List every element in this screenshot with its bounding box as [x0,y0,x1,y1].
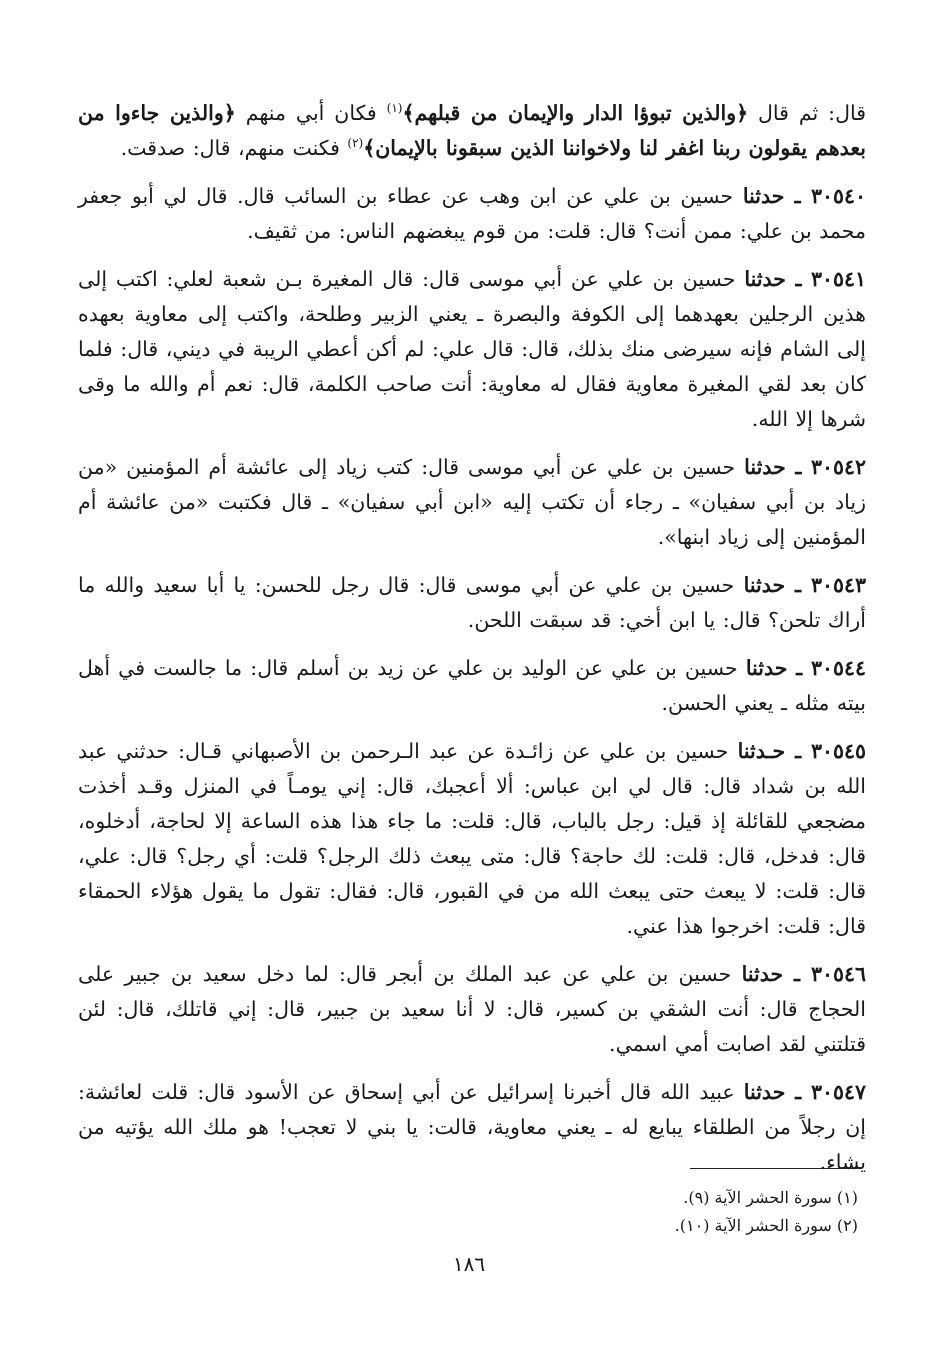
hadith-30547 [78,1075,866,1180]
hadith-number: ٣٠٥٤٦ ـ حدثنا [741,962,867,986]
footnote-2: (٢) سورة الحشر الآية (١٠). [674,1216,858,1235]
intro-text-1: قال: ثم قال [748,101,867,125]
paragraph-intro [78,96,866,166]
quran-quote-2: ﴿والذين جاءوا من بعدهم يقولون ربنا اغفر لنا ولاخواننا الذين سبقونا بالإيمان﴾ [78,101,866,160]
hadith-30546 [78,957,866,1062]
hadith-30543 [78,568,866,638]
hadith-text: حسين بن علي عن الوليد بن علي عن زيد بن أسلم قال: ما جالست في أهل بيته مثله ـ يعني الحسن. [78,656,866,715]
hadith-30542 [78,450,866,555]
hadith-number: ٣٠٥٤٢ ـ حدثنا [744,455,866,479]
quran-quote-1: ﴿والذين تبوؤا الدار والإيمان من قبلهم﴾ [402,101,749,125]
hadith-30545 [78,734,866,944]
hadith-number: ٣٠٥٤٧ ـ حدثنا [743,1080,867,1104]
hadith-number: ٣٠٥٤٤ ـ حدثنا [745,656,866,680]
hadith-30540 [78,179,866,249]
hadith-30541 [78,262,866,437]
footnote-1: (١) سورة الحشر الآية (٩). [683,1188,858,1207]
hadith-text: حسين بن علي عن زائـدة عن عبد الـرحمن بن الأصبهاني قـال: حدثني عبد الله بن شداد قال: قال لي ابن عباس: ألا أعجبك، قال: إني يومـاً في المنزل وقـد أخذت مضجعي للقائلة إذ قيل: رجل بالباب، قال: قلت: ما جاء هذا هذه الساعة إلا لحاجة، أدخلوه، قال: فدخل، قال: قلت: لك حاجة؟ قال: متى يبعث ذلك الرجل؟ قلت: أي رجل؟ قال: علي، قال: قلت: لا يبعث حتى يبعث الله من في القبور، قال: فقال: تقول ما يقول هؤلاء الحمقاء قال: قلت: اخرجوا هذا عني. [78,739,866,938]
hadith-30544 [78,651,866,721]
hadith-text: حسين بن علي عن أبي موسى قال: قال المغيرة بـن شعبة لعلي: اكتب إلى هذين الرجلين بعهدهما إلى الكوفة والبصرة ـ يعني الزبير وطلحة، واكتب إلى معاوية بعهده إلى الشام فإنه سيرضى منك بذلك، قال: قال علي: لم أكن أعطي الريبة في ديني، قال: فلما كان بعد لقي المغيرة معاوية فقال له معاوية: أنت صاحب الكلمة، قال: نعم أم والله ما وقى شرها إلا الله. [78,267,866,431]
footnote-ref-2[interactable]: (٢) [347,136,364,151]
footnotes [80,1184,858,1240]
hadith-number: ٣٠٥٤٠ ـ حدثنا [742,184,866,208]
footnote-ref-1[interactable]: (١) [386,101,403,116]
hadith-number: ٣٠٥٤٥ ـ حـدثنا [737,739,866,763]
intro-text-2: فكان أبي منهم [235,101,387,125]
hadith-text: حسين بن علي عن ابن وهب عن عطاء بن السائب قال. قال لي أبو جعفر محمد بن علي: ممن أنت؟ قال: قلت: من قوم يبغضهم الناس: من ثقيف. [78,184,866,243]
hadith-text: حسين بن علي عن أبي موسى قال: كتب زياد إلى عائشة أم المؤمنين «من زياد بن أبي سفيان» ـ رجاء أن تكتب إليه «ابن أبي سفيان» ـ قال فكتبت «من عائشة أم المؤمنين إلى زياد ابنها». [78,455,866,549]
hadith-text: حسين بن علي عن أبي موسى قال: قال رجل للحسن: يا أبا سعيد والله ما أراك تلحن؟ قال: يا ابن أخي: قد سبقت اللحن. [78,573,866,632]
hadith-number: ٣٠٥٤٣ ـ حدثنا [743,573,866,597]
hadith-text: عبيد الله قال أخبرنا إسرائيل عن أبي إسحاق عن الأسود قال: قلت لعائشة: إن رجلاً من الطلقاء يبايع له ـ يعني معاوية، قالت: يا بني لا تعجب! هو ملك الله يؤتيه من يشاء. [78,1080,866,1174]
intro-text-3: فكنت منهم، قال: صدقت. [120,136,348,160]
page-number: ١٨٦ [452,1252,486,1276]
footnote-divider [690,1168,858,1169]
hadith-number: ٣٠٥٤١ ـ حدثنا [744,267,866,291]
hadith-text: حسين بن علي عن عبد الملك بن أبجر قال: لما دخل سعيد بن جبير على الحجاج قال: أنت الشقي بن كسير، قال: لا أنا سعيد بن جبير، قال: إني قاتلك، قال: لئن قتلتني لقد اصابت أمي اسمي. [78,962,866,1056]
